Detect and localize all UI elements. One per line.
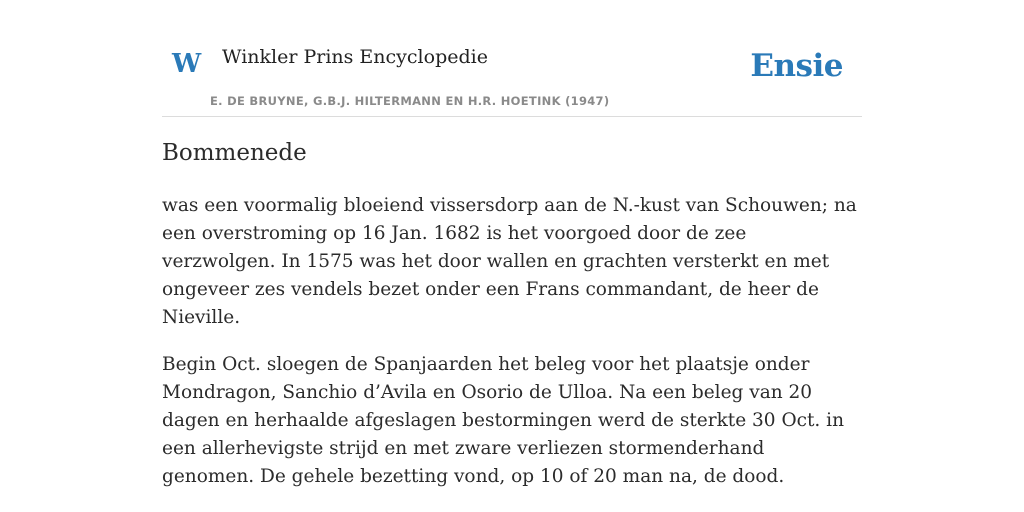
ensie-logo[interactable]: Ensie — [750, 48, 843, 84]
page-header — [162, 0, 862, 117]
article-paragraph-2: Begin Oct. sloegen de Spanjaarden het beleg voor het plaatsje onder Mondragon, Sanchio d’Avila en Osorio de Ulloa. Na een beleg van 20 dagen en herhaalde afgeslagen bestormingen werd de sterkte 30 Oct. in een allerhevigste strijd en met zware verliezen stormenderhand genomen. De gehele bezetting vond, op 10 of 20 man na, de dood. — [162, 354, 845, 487]
article-headword: Bommenede — [162, 140, 307, 166]
winkler-prins-logo[interactable]: W — [172, 49, 202, 79]
publication-title[interactable]: Winkler Prins Encyclopedie — [222, 46, 488, 68]
article-paragraph-1: was een voormalig bloeiend vissersdorp aan de N.-kust van Schouwen; na een overstroming op 16 Jan. 1682 is het voorgoed door de zee verzwolgen. In 1575 was het door wallen en grachten versterkt en met ongeveer zes vendels bezet onder een Frans commandant, de heer de Nieville. — [162, 195, 857, 328]
authors-line: E. DE BRUYNE, G.B.J. HILTERMANN EN H.R. HOETINK (1947) — [210, 94, 610, 108]
article-body — [162, 192, 862, 510]
